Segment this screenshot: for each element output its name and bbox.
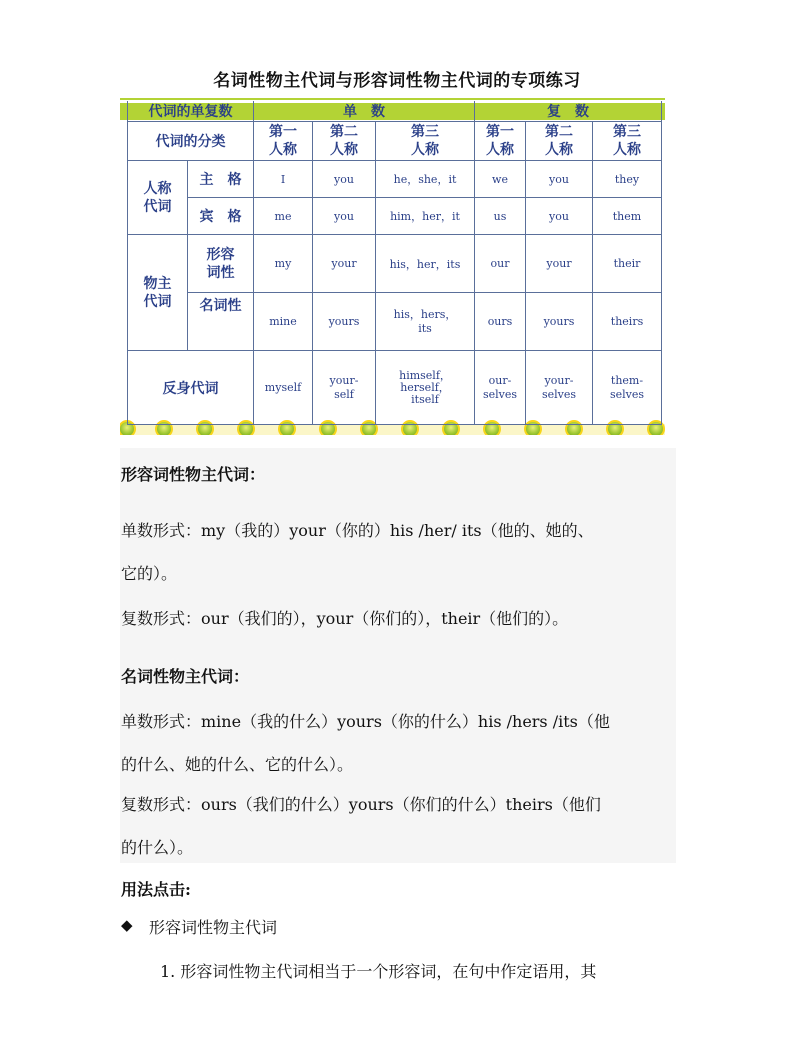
bullet-text: 形容词性物主代词	[149, 918, 278, 937]
table-cell: your- selves	[526, 351, 593, 425]
noun-heading: 名词性物主代词：	[121, 667, 250, 686]
header-person: 第一 人称	[475, 122, 526, 161]
header-plural: 复 数	[475, 101, 662, 122]
table-cell: yours	[526, 293, 593, 351]
noun-singular-line1: 单数形式：mine（我的什么）yours（你的什么）his /hers /its（他	[121, 712, 610, 731]
table-cell: them	[593, 198, 662, 235]
header-person: 第二 人称	[313, 122, 376, 161]
row-label-subject: 主 格	[188, 161, 254, 198]
noun-singular-line2: 的什么、她的什么、它的什么）。	[121, 755, 354, 774]
table-cell: them- selves	[593, 351, 662, 425]
header-person: 第二 人称	[526, 122, 593, 161]
table-cell: you	[526, 161, 593, 198]
pronoun-table	[127, 101, 662, 425]
table-cell: myself	[254, 351, 313, 425]
table-cell: he，she，it	[376, 161, 475, 198]
table-cell: our	[475, 235, 526, 293]
adj-singular-line1: 单数形式：my（我的）your（你的）his /her/ its（他的、她的、	[121, 521, 594, 540]
table-cell: you	[313, 198, 376, 235]
table-cell: him，her，it	[376, 198, 475, 235]
table-cell: your	[526, 235, 593, 293]
list-item: 1. 形容词性物主代词相当于一个形容词，在句中作定语用，其	[160, 962, 597, 981]
diamond-bullet-icon: ◆	[121, 916, 133, 934]
row-label-reflexive: 反身代词	[128, 351, 254, 425]
header-person: 第三 人称	[593, 122, 662, 161]
header-person: 第一 人称	[254, 122, 313, 161]
noun-plural-line1: 复数形式：ours（我们的什么）yours（你们的什么）theirs（他们	[121, 795, 601, 814]
adj-singular-line2: 它的）。	[121, 564, 178, 583]
table-cell: we	[475, 161, 526, 198]
header-category: 代词的分类	[128, 122, 254, 161]
usage-heading: 用法点击:	[121, 880, 191, 899]
header-singular: 单 数	[254, 101, 475, 122]
adj-plural: 复数形式：our（我们的），your（你们的），their（他们的）。	[121, 609, 569, 628]
group-personal: 人称 代词	[128, 161, 188, 235]
row-label-object: 宾 格	[188, 198, 254, 235]
adj-heading: 形容词性物主代词：	[121, 465, 266, 484]
table-cell: our- selves	[475, 351, 526, 425]
table-cell: himself， herself， itself	[376, 351, 475, 425]
table-cell: yours	[313, 293, 376, 351]
table-cell: mine	[254, 293, 313, 351]
header-person: 第三 人称	[376, 122, 475, 161]
table-cell: his，hers， its	[376, 293, 475, 351]
table-cell: me	[254, 198, 313, 235]
page-title: 名词性物主代词与形容词性物主代词的专项练习	[213, 71, 581, 91]
table-cell: ours	[475, 293, 526, 351]
table-cell: your- self	[313, 351, 376, 425]
row-label-adjective: 形容 词性	[188, 235, 254, 293]
table-cell: theirs	[593, 293, 662, 351]
table-cell: they	[593, 161, 662, 198]
table-cell: my	[254, 235, 313, 293]
table-cell: you	[526, 198, 593, 235]
table-cell: your	[313, 235, 376, 293]
table-cell: their	[593, 235, 662, 293]
group-possessive: 物主 代词	[128, 235, 188, 351]
table-cell: I	[254, 161, 313, 198]
noun-plural-line2: 的什么）。	[121, 838, 194, 857]
header-number: 代词的单复数	[128, 101, 254, 122]
pronoun-table-figure	[120, 98, 665, 435]
table-cell: you	[313, 161, 376, 198]
table-cell: his，her，its	[376, 235, 475, 293]
table-cell: us	[475, 198, 526, 235]
row-label-noun: 名词性	[188, 293, 254, 351]
